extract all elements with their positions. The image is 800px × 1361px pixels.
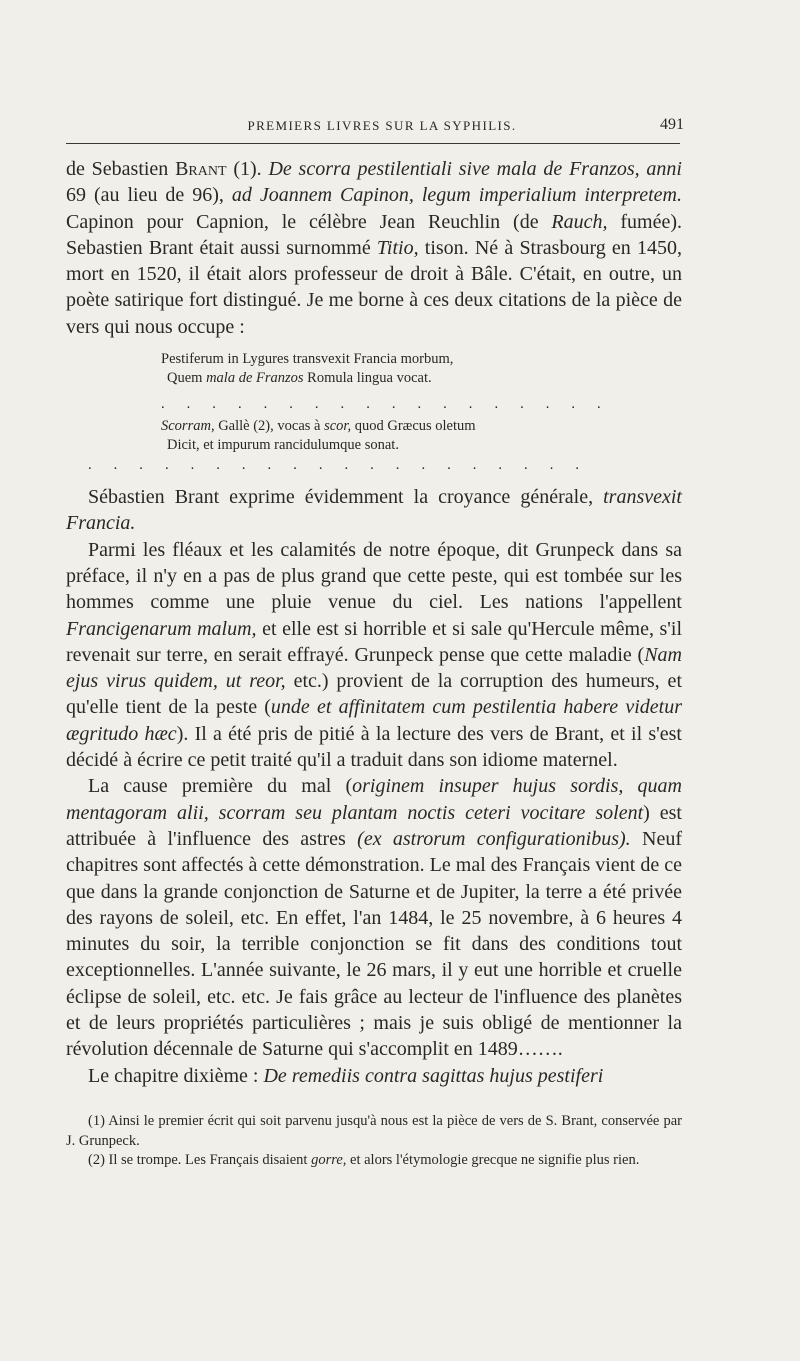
footnotes (66, 1112, 682, 1171)
verse-italic: Scorram, (161, 418, 215, 435)
verse-text: Romula lingua vocat. (303, 369, 432, 386)
p4-text: ) est attribuée à l'influence des astres (66, 801, 682, 850)
p5-text: Le chapitre dixième : (88, 1064, 264, 1087)
p2-text: Sébastien Brant exprime évidemment la croyance générale, (88, 486, 604, 509)
footnote-text: (2) Il se trompe. Les Français disaient (88, 1152, 312, 1168)
verse-italic: scor, (324, 418, 352, 435)
p3-text: etc.) provient de la corruption des humeurs, et qu'elle tient de la peste ( (66, 670, 682, 719)
p1-text-g: Capinon pour Capnion, le célèbre Jean Reuchlin (de (66, 210, 552, 233)
footnote-text: et alors l'étymologie grecque ne signifie plus rien. (346, 1152, 640, 1168)
verse-line: Pestiferum in Lygures transvexit Francia morbum, (161, 351, 454, 368)
p3-text: ). Il a été pris de pitié à la lecture des vers de Brant, et il s'est décidé à écrire ce petit traité qu'il a traduit dans son idiome maternel. (66, 722, 682, 772)
p4-text: La cause première du mal ( (88, 775, 353, 798)
verse-line (161, 417, 682, 436)
footnote-1: (1) Ainsi le premier écrit qui soit parvenu jusqu'à nous est la pièce de vers de S. Brant, conservée par J. Grunpeck. (66, 1113, 682, 1149)
p4-italic: (ex astrorum configurationibus). (357, 827, 631, 850)
author-name-brant: Brant (175, 158, 227, 180)
footnote-italic: gorre, (311, 1152, 347, 1168)
paragraph-4 (66, 773, 682, 1062)
p3-italic: Francigenarum malum, (66, 617, 257, 640)
p3-text: et elle est si horrible et si sale qu'Hercule même, s'il revenait sur terre, en serait effrayé. Grunpeck pense que cette maladie ( (66, 617, 683, 666)
page-header (64, 116, 684, 140)
p3-italic: unde et affinitatem cum pestilentia habere videtur ægritudo hæc (66, 696, 682, 745)
footnote-2 (66, 1151, 682, 1171)
paragraph-5 (66, 1063, 682, 1089)
ellipsis-line: . . . . . . . . . . . . . . . . . . (161, 396, 610, 413)
p2-italic: transvexit Francia. (66, 486, 682, 535)
p1-text-k: tison. Né à Strasbourg en 1450, mort en 1520, il était alors professeur de droit à Bâle. C'était, en outre, un poète satirique fort distingué. Je me borne à ces deux citations de la pièce de vers qui nous occupe : (66, 236, 682, 338)
main-text (66, 156, 682, 1089)
ellipsis-line: . . . . . . . . . . . . . . . . . . . . (88, 457, 589, 474)
p1-word-rauch: Rauch, (551, 210, 608, 233)
p1-text-c: (1). (226, 158, 269, 180)
verse-block-2 (66, 417, 682, 454)
verse-text: Quem (167, 369, 207, 386)
verse-line (161, 369, 682, 388)
header-rule (66, 143, 680, 144)
paragraph-1 (66, 156, 682, 340)
p1-title-latin: De scorra pestilentiali sive mala de Franzos, anni (268, 158, 682, 180)
p4-text: Neuf chapitres sont affectés à cette démonstration. Le mal des Français vient de ce que dans la grande conjonction de Saturne et de Jupiter, la terre a été privée des rayons de soleil, etc. En effet, l'an 1484, le 25 novembre, à 6 heures 4 minutes du soir, la terrible conjonction se fit dans des conditions tout exceptionnelles. L'année suivante, le 26 mars, il y eut une horrible et cruelle éclipse de soleil, etc. etc. Je fais grâce au lecteur de l'influence des planètes et de leurs propriétés particulières ; mais je suis obligé de mentionner la révolution décennale de Saturne qui s'accomplit en 1489……. (66, 827, 682, 1061)
p1-text-e: 69 (au lieu de 96), (66, 184, 232, 207)
p3-italic: Nam ejus virus quidem, ut reor, (66, 643, 682, 693)
verse-line: Dicit, et impurum rancidulumque sonat. (167, 436, 399, 453)
paragraph-2 (66, 484, 682, 537)
running-title: PREMIERS LIVRES SUR LA SYPHILIS. (247, 118, 517, 133)
p4-italic: originem insuper hujus sordis, quam mentagoram alii, scorram seu plantam noctis ceteri vocitare solent (66, 775, 682, 824)
p1-text-a: de Sebastien (66, 158, 176, 180)
p1-word-titio: Titio, (376, 236, 419, 259)
p1-dedication-latin: ad Joannem Capinon, legum imperialium interpretem. (231, 184, 682, 207)
verse-text: quod Græcus oletum (351, 418, 476, 435)
page-number: 491 (660, 116, 684, 133)
p1-text-i: fumée). Sebastien Brant était aussi surnommé (66, 210, 682, 259)
p3-text: Parmi les fléaux et les calamités de notre époque, dit Grunpeck dans sa préface, il n'y en a pas de plus grand que cette peste, qui est tombée sur les hommes comme une pluie venue du ciel. Les nations l'appellent (66, 538, 682, 614)
paragraph-3 (66, 537, 682, 774)
verse-text: Gallè (2), vocas à (214, 418, 325, 435)
verse-italic: mala de Franzos (206, 369, 304, 386)
p5-italic: De remediis contra sagittas hujus pestiferi (263, 1064, 604, 1087)
verse-block-1 (66, 350, 682, 387)
